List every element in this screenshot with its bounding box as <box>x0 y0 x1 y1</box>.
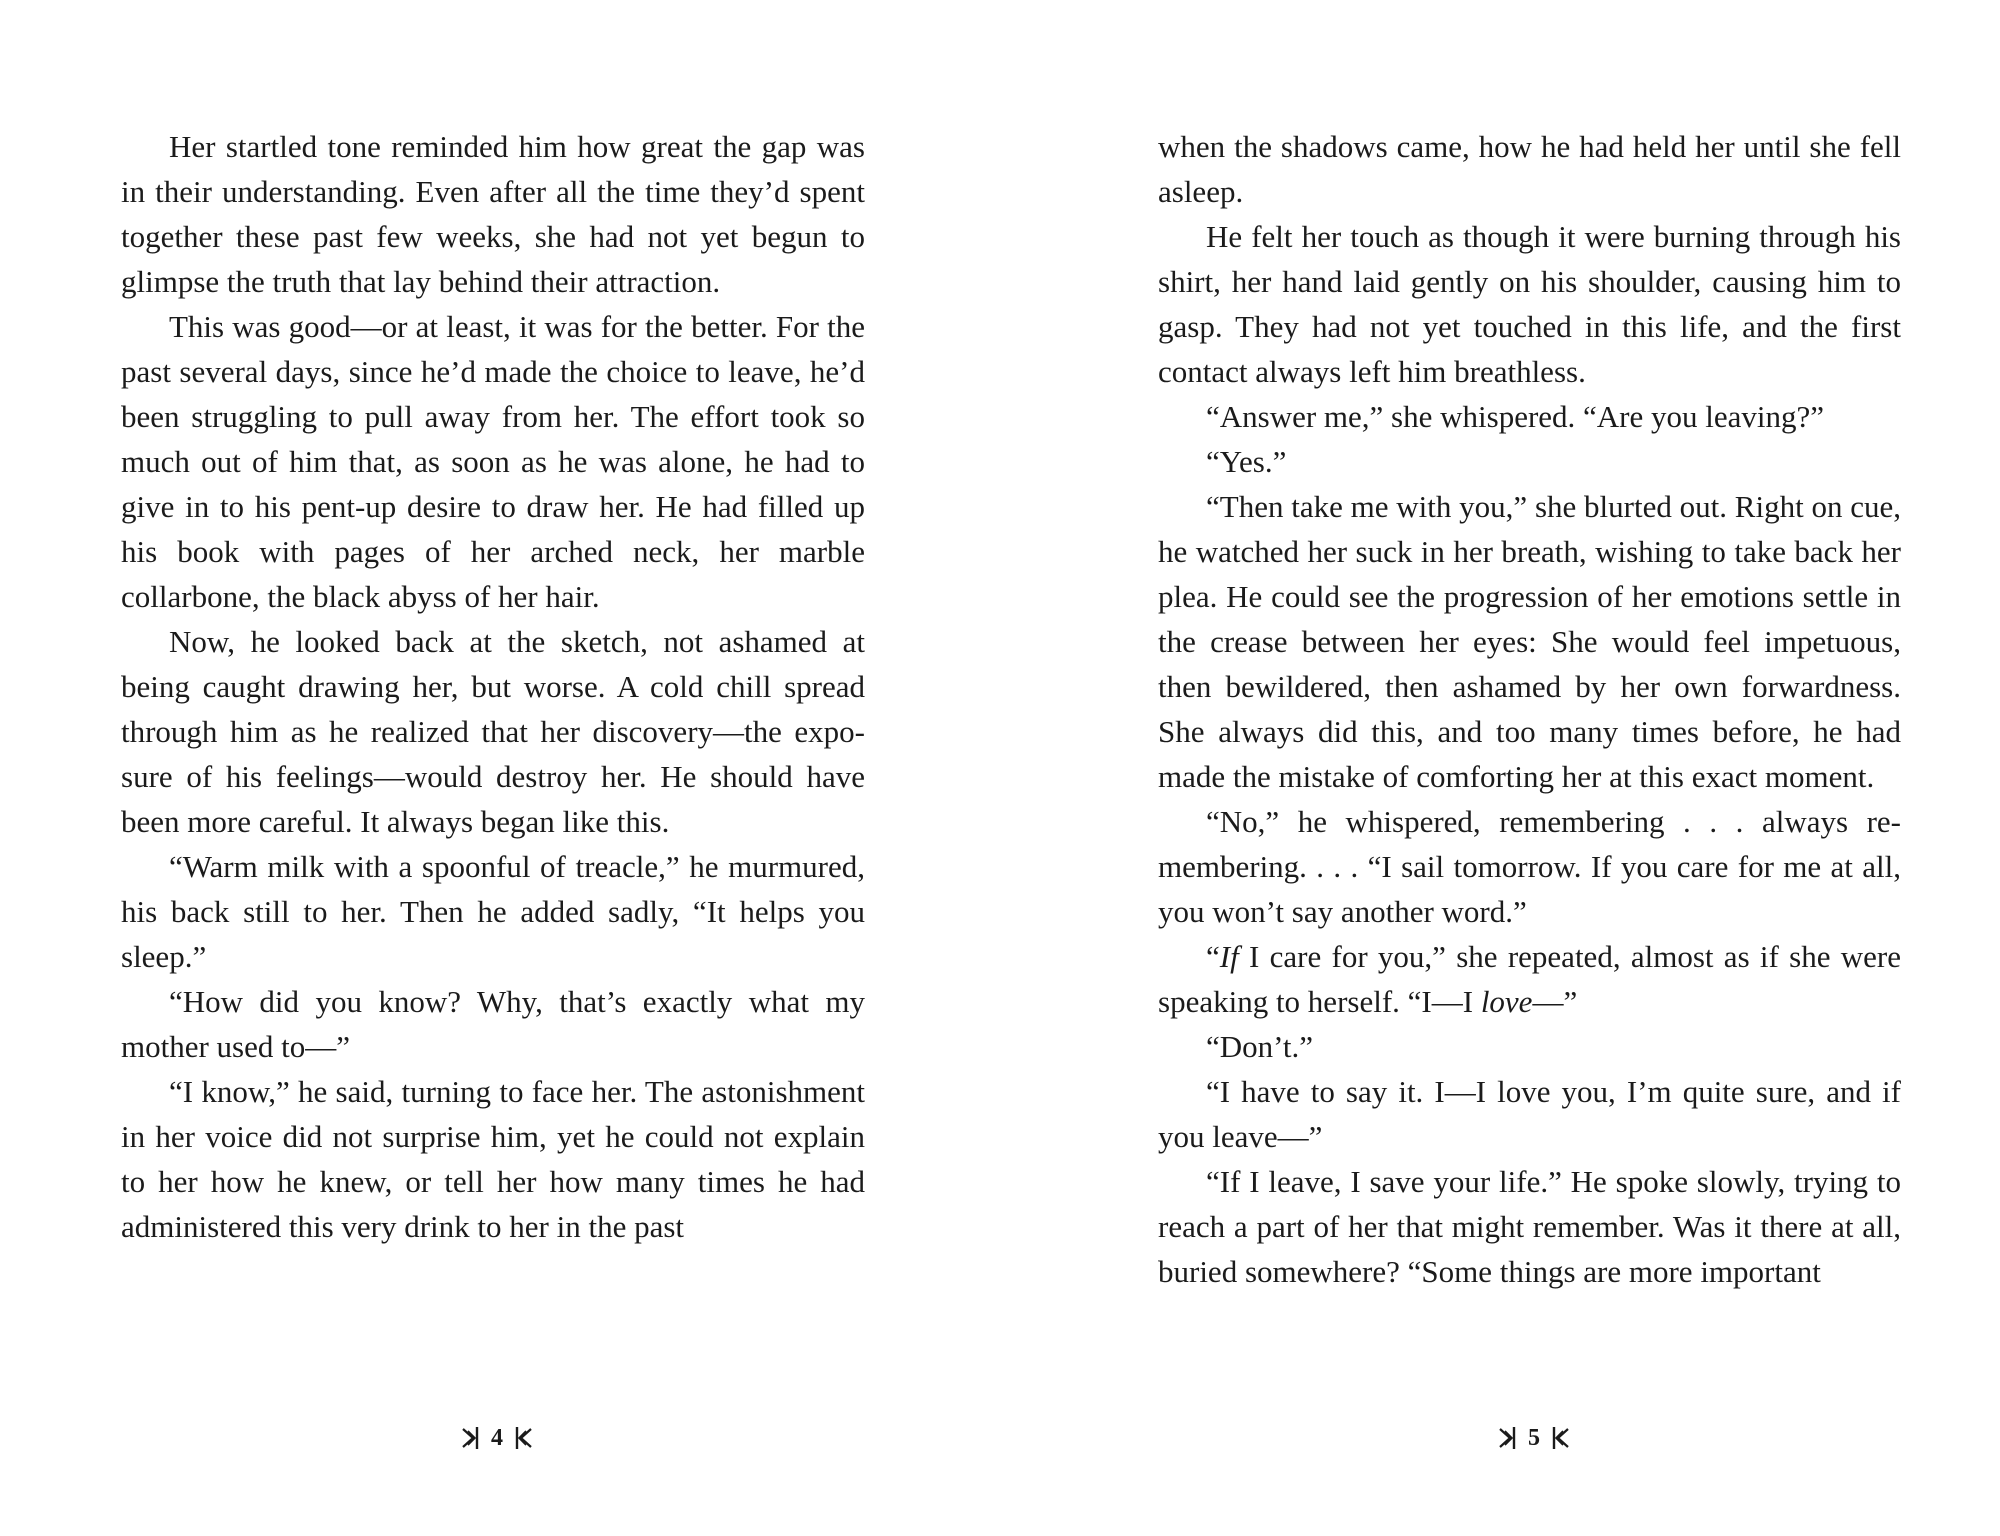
paragraph <box>1158 484 1901 799</box>
page-number: 5 <box>1528 1424 1540 1451</box>
text-run: “Warm milk with a spoonful of treacle,” he murmured, his back still to her. Then he added sadly, “It helps you sleep.” <box>121 849 865 974</box>
text-run: Now, he looked back at the sketch, not ashamed at being caught drawing her, but worse. A cold chill spread through him as he realized that her discovery—the exposure of his feelings—would destroy her. He should have been more careful. It always began like this. <box>121 624 865 839</box>
paragraph <box>121 304 865 619</box>
paragraph <box>1158 1069 1901 1159</box>
right-page-folio <box>1434 1418 1634 1458</box>
paragraph <box>1158 1024 1901 1069</box>
text-run: “How did you know? Why, that’s exactly what my mother used to—” <box>121 984 865 1064</box>
text-run: “I have to say it. I—I love you, I’m quite sure, and if you leave—” <box>1158 1074 1901 1154</box>
right-page <box>1000 0 2000 1536</box>
left-ornament-icon <box>1496 1425 1516 1451</box>
paragraph <box>1158 124 1901 214</box>
paragraph <box>1158 1159 1901 1294</box>
paragraph <box>121 619 865 844</box>
text-run: “No,” he whispered, remembering . . . always remembering. . . . “I sail tomorrow. If you care for me at all, you won’t say another word.” <box>1158 804 1901 929</box>
right-ornament-icon <box>1552 1425 1572 1451</box>
paragraph <box>121 1069 865 1249</box>
text-run: “ <box>1206 939 1220 974</box>
text-run: “Answer me,” she whispered. “Are you leaving?” <box>1206 399 1825 434</box>
page-number: 4 <box>491 1424 503 1451</box>
paragraph <box>1158 214 1901 394</box>
text-run: —” <box>1532 984 1578 1019</box>
text-run: “Then take me with you,” she blurted out. Right on cue, he watched her suck in her breath, wishing to take back her plea. He could see the progression of her emotions settle in the crease between her eyes: She would feel impetuous, then bewildered, then ashamed by her own forwardness. She always did this, and too many times before, he had made the mistake of comforting her at this exact moment. <box>1158 489 1901 794</box>
text-run: when the shadows came, how he had held her until she fell asleep. <box>1158 129 1901 209</box>
right-page-text <box>1158 124 1901 1294</box>
text-run: “Don’t.” <box>1206 1029 1314 1064</box>
text-run: “If I leave, I save your life.” He spoke slowly, trying to reach a part of her that might remember. Was it there at all, buried somewhere? “Some things are more important <box>1158 1164 1901 1289</box>
left-page-text <box>121 124 865 1249</box>
text-run: “Yes.” <box>1206 444 1287 479</box>
text-run: “I know,” he said, turning to face her. The astonishment in her voice did not surprise him, yet he could not explain to her how he knew, or tell her how many times he had administered this very drink to her in the past <box>121 1074 865 1244</box>
paragraph <box>1158 799 1901 934</box>
paragraph <box>121 844 865 979</box>
text-run: This was good—or at least, it was for the better. For the past several days, since he’d made the choice to leave, he’d been struggling to pull away from her. The effort took so much out of him that, as soon as he was alone, he had to give in to his pent-up desire to draw her. He had filled up his book with pages of her arched neck, her marble collarbone, the black abyss of her hair. <box>121 309 865 614</box>
text-run: I care for you,” she repeated, almost as if she were speaking to herself. “I—I <box>1158 939 1901 1019</box>
paragraph <box>1158 934 1901 1024</box>
text-run: He felt her touch as though it were burning through his shirt, her hand laid gently on his shoulder, causing him to gasp. They had not yet touched in this life, and the first contact always left him breathless. <box>1158 219 1901 389</box>
paragraph <box>121 979 865 1069</box>
text-run: Her startled tone reminded him how great the gap was in their understanding. Even after all the time they’d spent together these past few weeks, she had not yet begun to glimpse the truth that lay behind their attraction. <box>121 129 865 299</box>
right-ornament-icon <box>515 1425 535 1451</box>
emphasized-text: love <box>1480 984 1533 1019</box>
left-page-folio <box>397 1418 597 1458</box>
paragraph <box>1158 439 1901 484</box>
emphasized-text: If <box>1219 939 1239 974</box>
left-ornament-icon <box>459 1425 479 1451</box>
paragraph <box>1158 394 1901 439</box>
paragraph <box>121 124 865 304</box>
